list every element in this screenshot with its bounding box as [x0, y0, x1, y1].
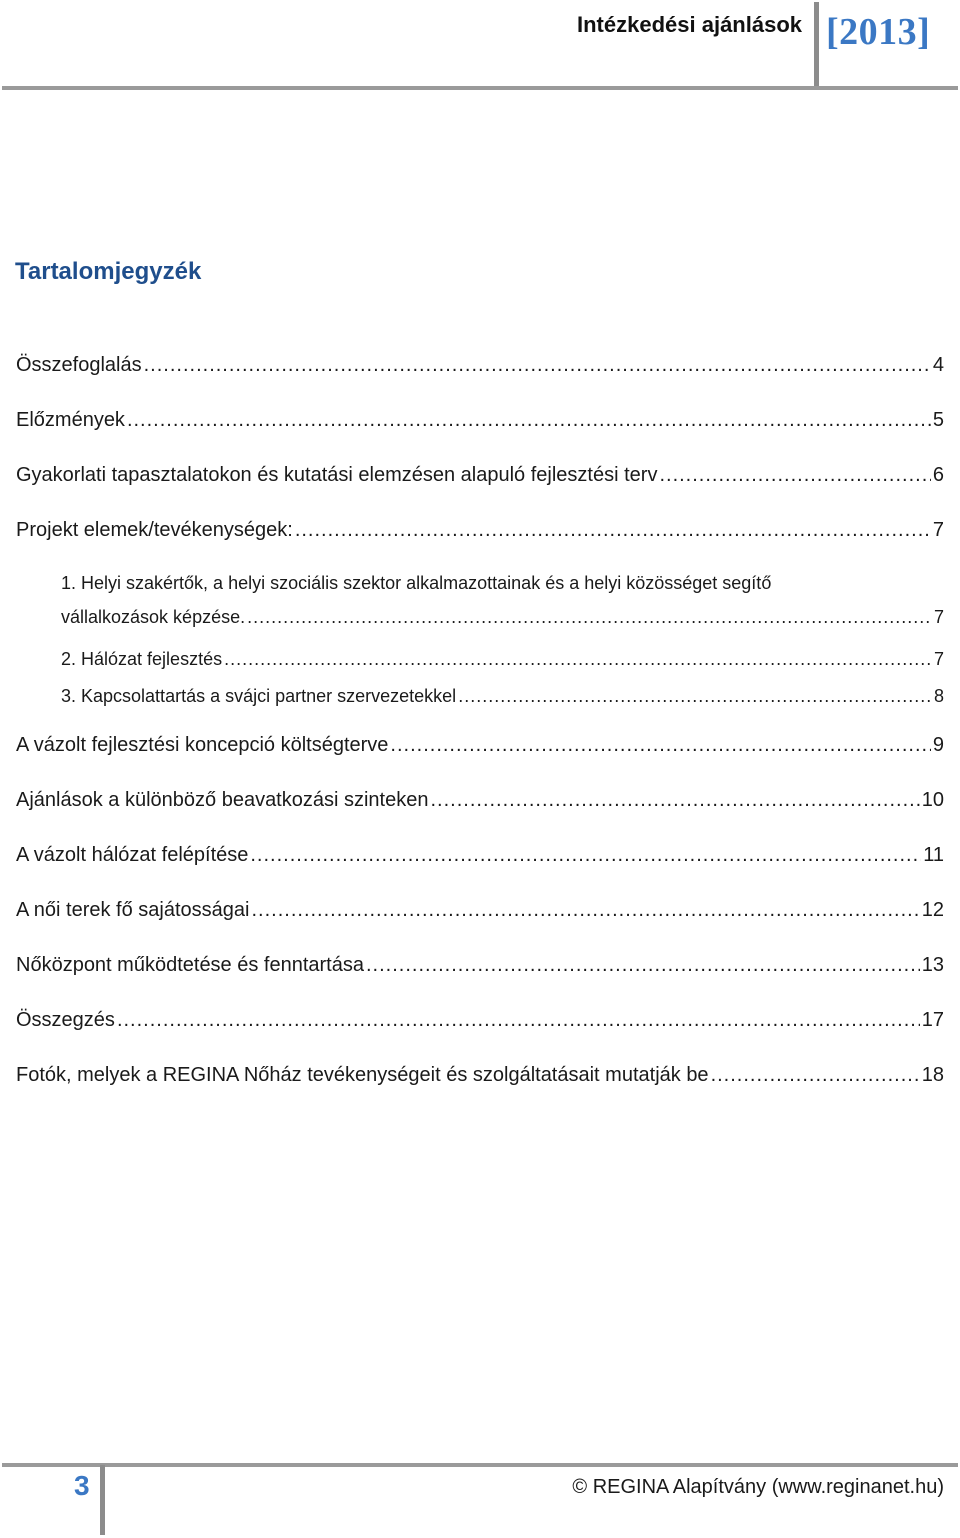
toc-entry-label: A vázolt hálózat felépítése	[16, 844, 249, 866]
toc-entry-page: 7	[933, 649, 944, 669]
toc-entry-page: 9	[932, 734, 944, 756]
footer-page-number: 3	[74, 1470, 90, 1501]
toc-entry[interactable]	[16, 899, 944, 922]
toc-leader	[458, 686, 932, 707]
footer-copyright: © REGINA Alapítvány (www.reginanet.hu)	[572, 1476, 944, 1498]
header-divider	[814, 2, 819, 88]
toc-entry-page: 4	[932, 354, 944, 376]
toc-entry-label: 3. Kapcsolattartás a svájci partner szervezetekkel	[61, 686, 457, 706]
toc-entry-page: 8	[933, 686, 944, 706]
toc-entry-label: Összegzés	[16, 1009, 115, 1031]
toc-entry[interactable]	[16, 1009, 944, 1032]
toc-entry-page: 5	[932, 409, 944, 431]
toc-leader	[251, 899, 919, 922]
toc-entry-page: 13	[921, 954, 944, 976]
toc-entry-label: vállalkozások képzése.	[61, 607, 246, 627]
toc-entry[interactable]	[16, 734, 944, 757]
toc-leader	[247, 607, 932, 628]
header-year: [2013]	[826, 11, 931, 53]
toc-entry[interactable]	[16, 519, 944, 542]
toc-entry-page: 12	[921, 899, 944, 921]
toc-entry-page: 6	[932, 464, 944, 486]
toc-entry-page: 10	[921, 789, 944, 811]
toc-entry-page: 7	[933, 607, 944, 627]
toc-entry[interactable]	[16, 844, 944, 867]
toc-leader	[117, 1009, 920, 1032]
toc-title: Tartalomjegyzék	[15, 258, 202, 285]
toc-entry-label: 2. Hálózat fejlesztés	[61, 649, 223, 669]
toc-leader	[250, 844, 921, 867]
toc-entry-label: A vázolt fejlesztési koncepció költségterve	[16, 734, 389, 756]
toc-entry-page: 7	[932, 519, 944, 541]
page-header	[0, 0, 960, 92]
toc-leader	[224, 649, 932, 670]
toc-leader	[295, 519, 931, 542]
header-title: Intézkedési ajánlások	[577, 12, 802, 37]
toc-entry-page: 11	[923, 844, 944, 866]
toc-entry[interactable]	[61, 607, 944, 628]
toc-entry[interactable]	[16, 954, 944, 977]
toc-entry-label: Ajánlások a különböző beavatkozási szinteken	[16, 789, 429, 811]
toc-leader	[711, 1064, 920, 1087]
toc-entry[interactable]	[61, 649, 944, 670]
toc-entry[interactable]	[16, 409, 944, 432]
toc-leader	[659, 464, 930, 487]
toc-leader	[366, 954, 920, 977]
footer-rule	[2, 1463, 958, 1467]
toc-entry-label-line1[interactable]: 1. Helyi szakértők, a helyi szociális szektor alkalmazottainak és a helyi közösséget segítő	[61, 573, 772, 593]
toc-entry-label: Fotók, melyek a REGINA Nőház tevékenységeit és szolgáltatásait mutatják be	[16, 1064, 709, 1086]
toc-entry-page: 18	[921, 1064, 944, 1086]
toc-entry-label: Nőközpont működtetése és fenntartása	[16, 954, 364, 976]
toc-entry[interactable]	[61, 686, 944, 707]
toc-entry-label: Projekt elemek/tevékenységek:	[16, 519, 293, 541]
toc-entry-label: Előzmények	[16, 409, 125, 431]
toc-leader	[144, 354, 931, 377]
footer-divider	[100, 1465, 105, 1535]
toc-leader	[390, 734, 930, 757]
header-rule	[2, 86, 958, 90]
toc-entry-label: A női terek fő sajátosságai	[16, 899, 250, 921]
toc-entry[interactable]	[16, 354, 944, 377]
toc-entry-page: 17	[921, 1009, 944, 1031]
toc-entry[interactable]	[16, 789, 944, 812]
toc-entry[interactable]	[16, 464, 944, 487]
toc-entry[interactable]	[16, 1064, 944, 1087]
toc-entry-label: Összefoglalás	[16, 354, 142, 376]
toc-entry-label: Gyakorlati tapasztalatokon és kutatási elemzésen alapuló fejlesztési terv	[16, 464, 658, 486]
toc-leader	[430, 789, 919, 812]
toc-leader	[127, 409, 931, 432]
